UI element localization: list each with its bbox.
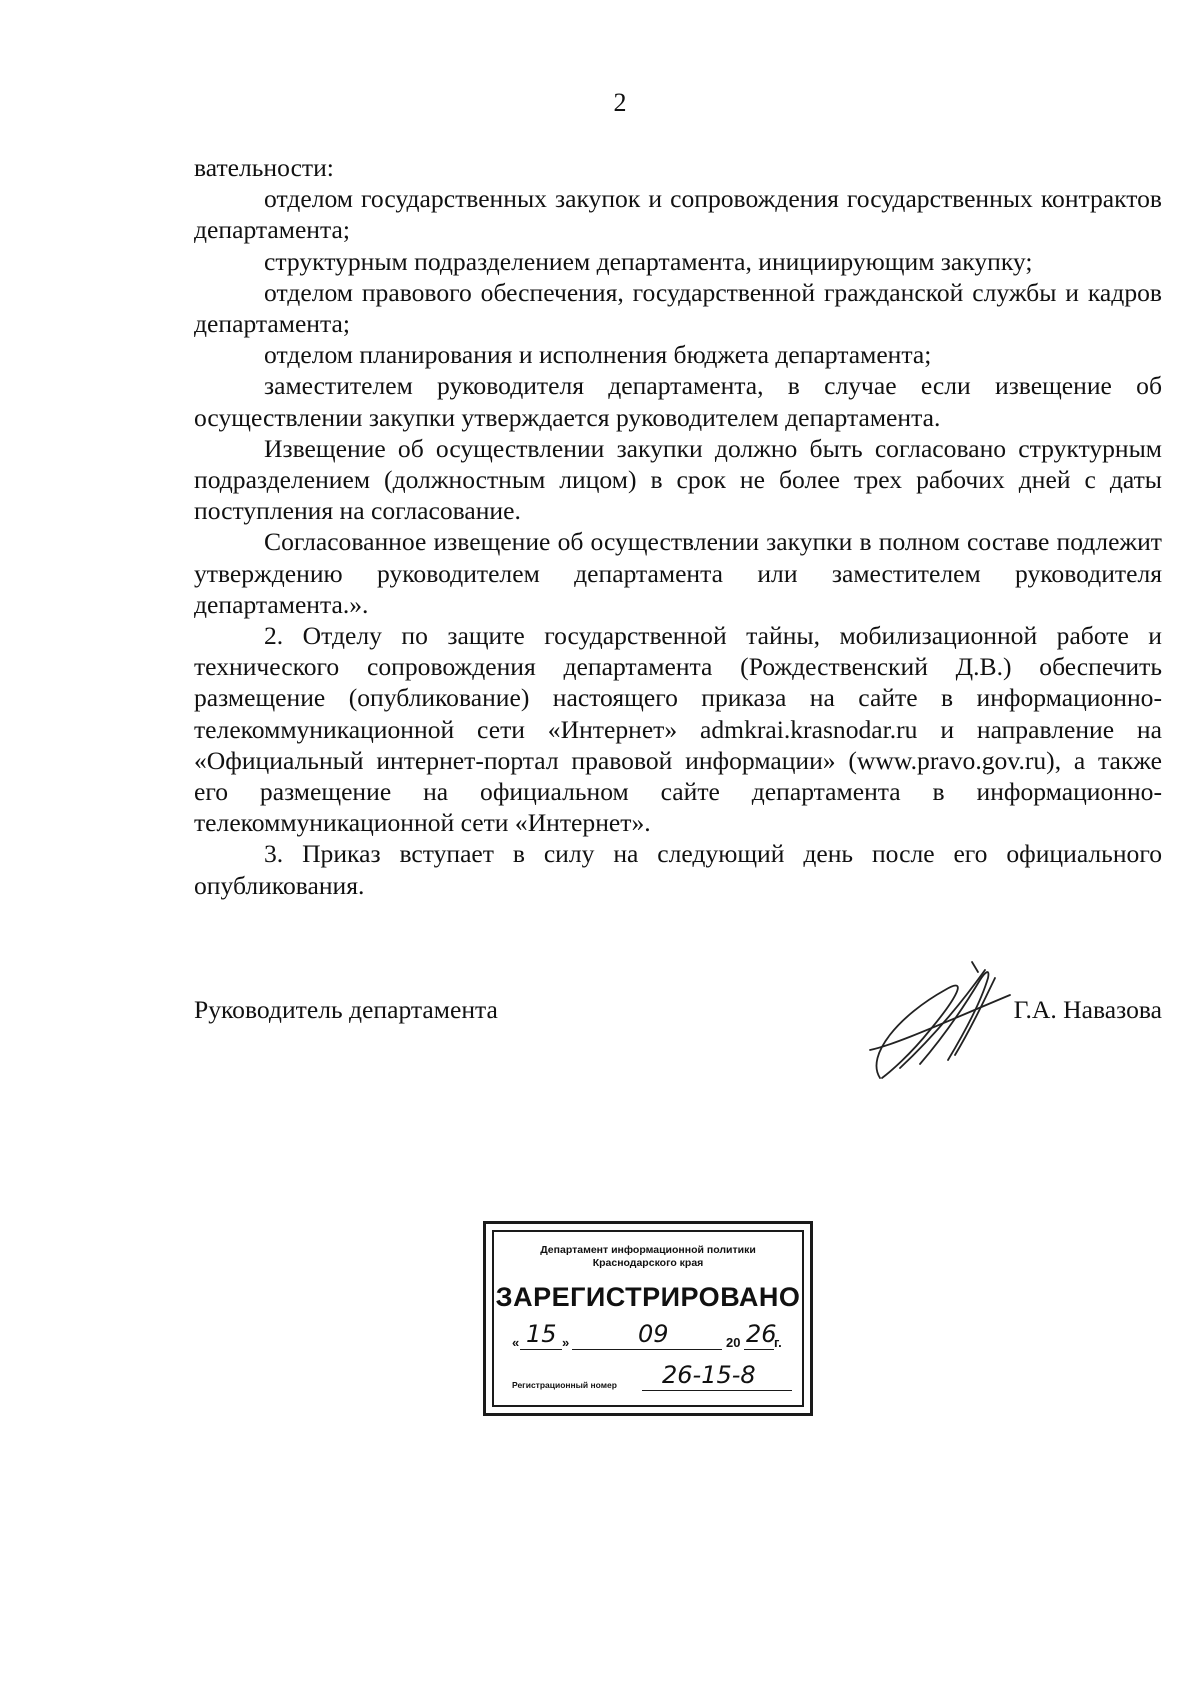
stamp-department [494,1244,802,1270]
stamp-registration-line [512,1361,792,1395]
stamp-month: 09 [638,1320,669,1348]
quote-open: « [512,1335,520,1350]
paragraph: 3. Приказ вступает в силу на следующий день после его официального опубликования. [194,839,1162,900]
stamp-date-line [512,1320,792,1354]
paragraph: Извещение об осуществлении закупки должно быть согласовано структурным подразделением (должностным лицом) в срок не более трех рабочих дней с даты поступления на согласование. [194,433,1162,526]
stamp-year: 26 [746,1320,777,1348]
paragraph: Согласованное извещение об осуществлении закупки в полном составе подлежит утверждению руководителем департамента или заместителем руководителя департамента.». [194,527,1162,619]
reg-label: Регистрационный номер [512,1380,617,1390]
paragraph: 2. Отделу по защите государственной тайны, мобилизационной работе и технического сопровождения департамента (Рождественский Д.В.) обеспечить размещение (опубликование) настоящего приказа на сайте в информационно-телекоммуникационной сети «Интернет» admkrai.krasnodar.ru и направление на «Официальный интернет-портал правовой информации» (www.pravo.gov.ru), а также его размещение на официальном сайте департамента в информационно-телекоммуникационной сети «Интернет». [194,621,1162,838]
year-prefix: 20 [726,1335,741,1350]
handwritten-signature [860,960,1030,1090]
stamp-day: 15 [526,1320,557,1348]
stamp-title: ЗАРЕГИСТРИРОВАНО [495,1282,801,1312]
paragraph: отделом планирования и исполнения бюджета департамента; [264,340,932,370]
stamp-department-line2: Краснодарского края [592,1257,704,1269]
signer-position: Руководитель департамента [194,995,498,1024]
paragraph: структурным подразделением департамента, инициирующим закупку; [264,246,1033,276]
registration-stamp [483,1221,813,1416]
document-body [194,152,1162,901]
paragraph: отделом правового обеспечения, государственной гражданской службы и кадров департамента; [194,277,1162,339]
page-number: 2 [613,88,627,117]
paragraph: вательности: [194,153,334,182]
stamp-department-line1: Департамент информационной политики [540,1244,756,1256]
stamp-frame [492,1230,804,1407]
paragraph: заместителем руководителя департамента, в случае если извещение об осуществлении закупки утверждается руководителем департамента. [194,371,1162,432]
month-underline [572,1349,722,1350]
year-underline [744,1349,774,1350]
reg-number: 26-15-8 [662,1361,756,1389]
reg-underline [642,1390,792,1391]
quote-close: » [562,1335,570,1350]
signer-name: Г.А. Навазова [1013,995,1162,1024]
paragraph: отделом государственных закупок и сопровождения государственных контрактов департамента; [194,184,1162,245]
year-end: г. [774,1335,782,1350]
day-underline [520,1349,562,1350]
